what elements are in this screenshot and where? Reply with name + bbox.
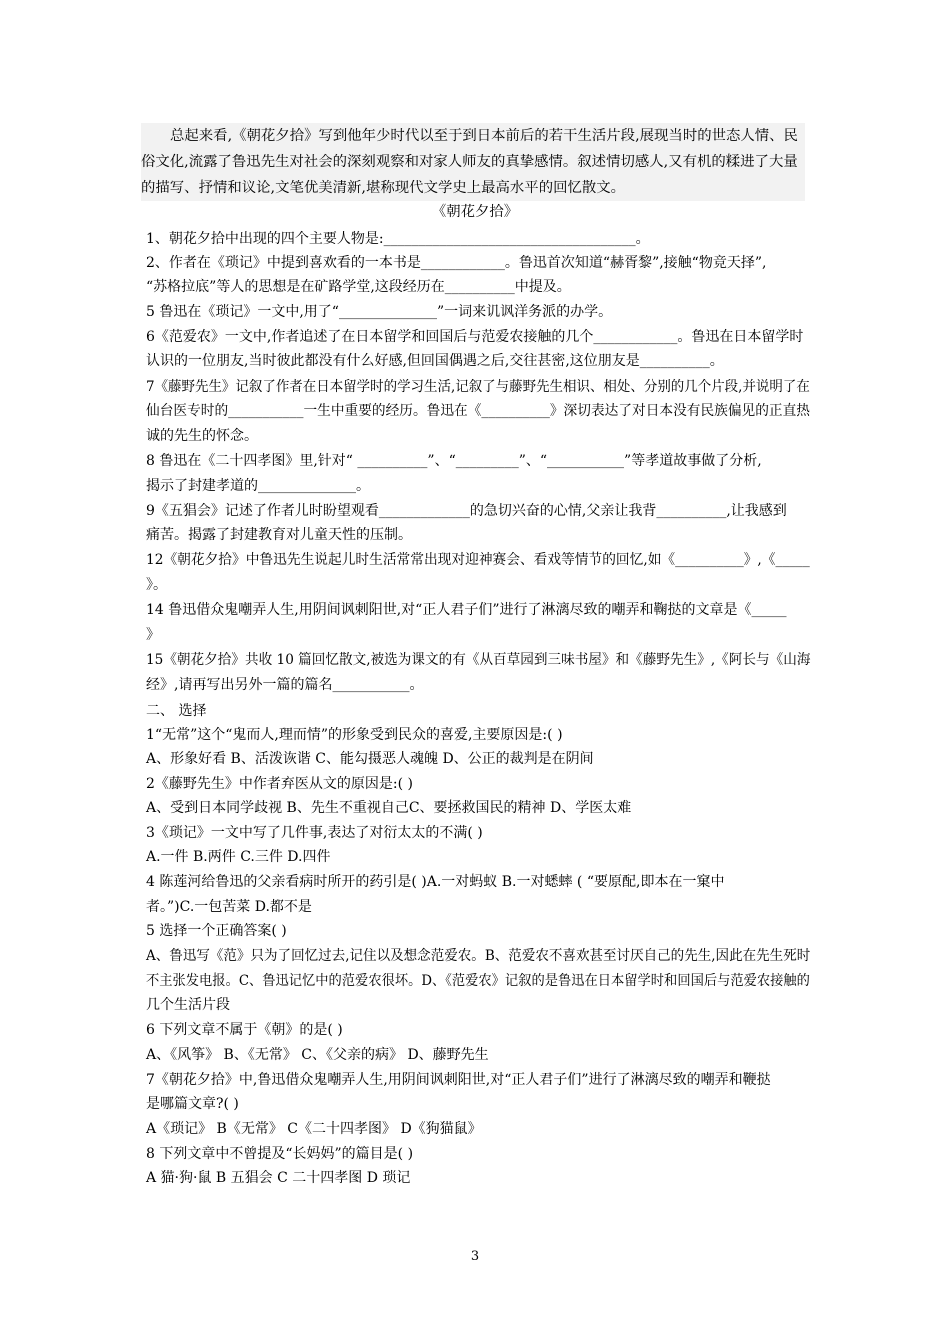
text-line: 是哪篇文章?( ): [146, 1096, 239, 1112]
text-line: A、形象好看 B、活泼诙谐 C、能勾摄恶人魂魄 D、公正的裁判是在阴间: [146, 751, 594, 767]
text-line: 痛苦。揭露了封建教育对儿童天性的压制。: [146, 527, 412, 543]
text-line: 2《藤野先生》中作者弃医从文的原因是:( ): [146, 776, 413, 792]
text-line: 诚的先生的怀念。: [146, 428, 258, 444]
text-line: 7《朝花夕拾》中,鲁迅借众鬼嘲弄人生,用阴间讽刺阳世,对“正人君子们”进行了淋漓尽致的嘲弄和鞭挞: [146, 1072, 771, 1088]
text-line: 二、 选择: [146, 703, 207, 719]
text-line: 15《朝花夕拾》共收 10 篇回忆散文,被选为课文的有《从百草园到三味书屋》和《藤野先生》,《阿长与《山海: [146, 652, 811, 668]
text-line: 4 陈莲河给鲁迅的父亲看病时所开的药引是( )A.一对蚂蚁 B.一对蟋蟀 ( “要原配,即本在一窠中: [146, 874, 725, 890]
text-line: A《琐记》 B《无常》 C《二十四孝图》 D《狗猫鼠》: [146, 1121, 482, 1137]
text-line: 3《琐记》一文中写了几件事,表达了对衍太太的不满( ): [146, 825, 483, 841]
text-line: 8 鲁迅在《二十四孝图》里,针对“ __________”、“_________”、“___________”等孝道故事做了分析,: [146, 453, 762, 469]
intro-paragraph: 总起来看,《朝花夕拾》写到他年少时代以至于到日本前后的若干生活片段,展现当时的世态人情、民俗文化,流露了鲁迅先生对社会的深刻观察和对家人师友的真挚感情。叙述情切感人,又有机的糅进了大量的描写、抒情和议论,文笔优美清新,堪称现代文学史上最高水平的回忆散文。: [141, 123, 805, 201]
text-line: 12《朝花夕拾》中鲁迅先生说起儿时生活常常出现对迎神赛会、看戏等情节的回忆,如《__________》,《_____: [146, 552, 810, 568]
text-line: A、《风筝》 B、《无常》 C、《父亲的病》 D、藤野先生: [146, 1047, 489, 1063]
text-line: 1“无常”这个“鬼而人,理而情”的形象受到民众的喜爱,主要原因是:( ): [146, 727, 563, 743]
text-line: 揭示了封建孝道的______________。: [146, 478, 370, 494]
text-line: 6《范爱农》一文中,作者追述了在日本留学和回国后与范爱农接触的几个____________。鲁迅在日本留学时: [146, 329, 804, 345]
text-line: 2、作者在《琐记》中提到喜欢看的一本书是____________。鲁迅首次知道“赫胥黎”,接触“物竞天择”,: [146, 255, 767, 271]
text-line: 》。: [146, 577, 167, 593]
text-line: “苏格拉底”等人的思想是在矿路学堂,这段经历在__________中提及。: [146, 279, 571, 295]
text-line: A.一件 B.两件 C.三件 D.四件: [146, 849, 331, 865]
page-number: 3: [470, 1249, 480, 1264]
text-line: A、受到日本同学歧视 B、先生不重视自己C、要拯救国民的精神 D、学医太难: [146, 800, 632, 816]
section-title: 《朝花夕拾》: [431, 204, 519, 220]
text-line: 仙台医专时的___________一生中重要的经历。鲁迅在《__________》深切表达了对日本没有民族偏见的正直热: [146, 403, 810, 419]
text-line: 1、朝花夕拾中出现的四个主要人物是:____________________________________。: [146, 231, 650, 247]
text-line: 5 选择一个正确答案( ): [146, 923, 287, 939]
text-line: 9《五猖会》记述了作者儿时盼望观看_____________的急切兴奋的心情,父亲让我背__________,让我感到: [146, 503, 787, 519]
text-line: 7《藤野先生》记叙了作者在日本留学时的学习生活,记叙了与藤野先生相识、相处、分别的几个片段,并说明了在: [146, 379, 810, 395]
text-line: 不主张发电报。C、鲁迅记忆中的范爱农很坏。D、《范爱农》记叙的是鲁迅在日本留学时和回国后与范爱农接触的: [146, 973, 810, 989]
text-line: 认识的一位朋友,当时彼此都没有什么好感,但回国偶遇之后,交往甚密,这位朋友是__________。: [146, 353, 724, 369]
text-line: 8 下列文章中不曾提及“长妈妈”的篇目是( ): [146, 1146, 414, 1162]
text-line: A 猫·狗·鼠 B 五猖会 C 二十四孝图 D 琐记: [146, 1170, 411, 1186]
text-line: 几个生活片段: [146, 997, 230, 1013]
text-line: A、鲁迅写《范》只为了回忆过去,记住以及想念范爱农。B、范爱农不喜欢甚至讨厌自己的先生,因此在先生死时: [146, 948, 811, 964]
text-line: 5 鲁迅在《琐记》一文中,用了“______________”一词来讥讽洋务派的办学。: [146, 304, 613, 320]
text-line: 6 下列文章不属于《朝》的是( ): [146, 1022, 343, 1038]
text-line: 者。”)C.一包苦菜 D.都不是: [146, 899, 312, 915]
text-line: 经》,请再写出另外一篇的篇名___________。: [146, 677, 424, 693]
text-line: 14 鲁迅借众鬼嘲弄人生,用阴间讽刺阳世,对“正人君子们”进行了淋漓尽致的嘲弄和鞠挞的文章是《_____: [146, 602, 787, 618]
text-line: 》: [146, 627, 160, 643]
